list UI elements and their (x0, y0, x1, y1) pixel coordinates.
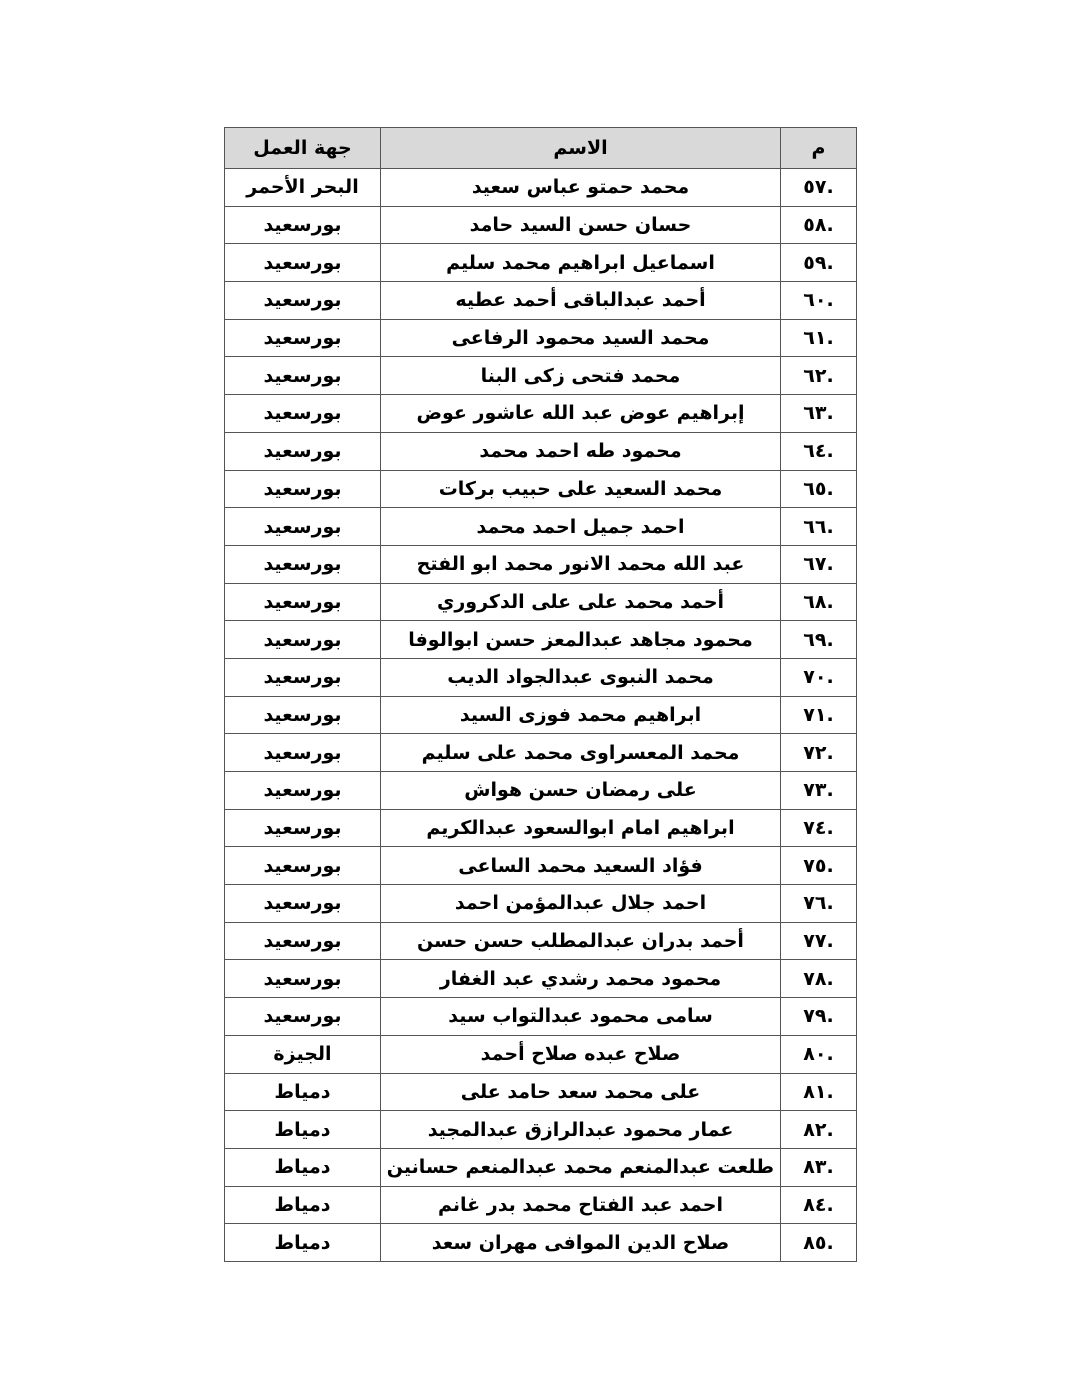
row-workplace: بورسعيد (225, 395, 381, 433)
row-workplace: البحر الأحمر (225, 169, 381, 207)
row-name: محمد المعسراوى محمد على سليم (381, 734, 781, 772)
row-workplace: بورسعيد (225, 319, 381, 357)
row-name: إبراهيم عوض عبد الله عاشور عوض (381, 395, 781, 433)
row-workplace: بورسعيد (225, 998, 381, 1036)
table-row (225, 470, 857, 508)
row-number: .٧٥ (781, 847, 857, 885)
table-row (225, 696, 857, 734)
row-name: محمد السيد محمود الرفاعى (381, 319, 781, 357)
header-number: م (781, 128, 857, 169)
row-workplace: بورسعيد (225, 809, 381, 847)
row-number: .٧١ (781, 696, 857, 734)
table-row (225, 244, 857, 282)
table-row (225, 357, 857, 395)
row-name: على محمد سعد حامد على (381, 1073, 781, 1111)
row-name: صلاح عبده صلاح أحمد (381, 1035, 781, 1073)
row-workplace: بورسعيد (225, 470, 381, 508)
row-number: .٦٦ (781, 508, 857, 546)
row-number: .٨٠ (781, 1035, 857, 1073)
roster-table (224, 127, 857, 1262)
table-row (225, 998, 857, 1036)
table-row (225, 1111, 857, 1149)
table-row (225, 206, 857, 244)
row-workplace: بورسعيد (225, 282, 381, 320)
row-number: .٦٧ (781, 545, 857, 583)
row-name: ابراهيم امام ابوالسعود عبدالكريم (381, 809, 781, 847)
row-name: أحمد عبدالباقى أحمد عطيه (381, 282, 781, 320)
row-name: محمد فتحى زكى البنا (381, 357, 781, 395)
table-row (225, 847, 857, 885)
row-number: .٧٣ (781, 772, 857, 810)
header-row (225, 128, 857, 169)
row-number: .٨٣ (781, 1148, 857, 1186)
table-row (225, 169, 857, 207)
row-name: احمد عبد الفتاح محمد بدر غانم (381, 1186, 781, 1224)
table-row (225, 432, 857, 470)
table-row (225, 621, 857, 659)
row-name: أحمد محمد على على الدكروري (381, 583, 781, 621)
row-name: محمود طه احمد محمد (381, 432, 781, 470)
row-workplace: دمياط (225, 1224, 381, 1262)
row-workplace: بورسعيد (225, 206, 381, 244)
table-row (225, 395, 857, 433)
table-row (225, 508, 857, 546)
row-name: عمار محمود عبدالرازق عبدالمجيد (381, 1111, 781, 1149)
row-workplace: دمياط (225, 1073, 381, 1111)
row-number: .٧٢ (781, 734, 857, 772)
row-name: سامى محمود عبدالتواب سيد (381, 998, 781, 1036)
row-number: .٧٧ (781, 922, 857, 960)
row-number: .٨١ (781, 1073, 857, 1111)
row-workplace: بورسعيد (225, 772, 381, 810)
row-number: .٦٤ (781, 432, 857, 470)
row-number: .٦٢ (781, 357, 857, 395)
row-name: طلعت عبدالمنعم محمد عبدالمنعم حسانين (381, 1148, 781, 1186)
row-name: محمد السعيد على حبيب بركات (381, 470, 781, 508)
row-number: .٦١ (781, 319, 857, 357)
row-workplace: دمياط (225, 1111, 381, 1149)
row-name: على رمضان حسن هواش (381, 772, 781, 810)
row-workplace: بورسعيد (225, 734, 381, 772)
row-workplace: بورسعيد (225, 922, 381, 960)
row-name: عبد الله محمد الانور محمد ابو الفتح (381, 545, 781, 583)
row-workplace: الجيزة (225, 1035, 381, 1073)
row-number: .٥٧ (781, 169, 857, 207)
row-workplace: بورسعيد (225, 960, 381, 998)
row-workplace: دمياط (225, 1186, 381, 1224)
table-row (225, 1148, 857, 1186)
row-name: محمد حمتو عباس سعيد (381, 169, 781, 207)
table-row (225, 960, 857, 998)
row-number: .٦٣ (781, 395, 857, 433)
row-number: .٧٦ (781, 885, 857, 923)
row-name: احمد جلال عبدالمؤمن احمد (381, 885, 781, 923)
row-name: أحمد بدران عبدالمطلب حسن حسن (381, 922, 781, 960)
row-name: فؤاد السعيد محمد الساعى (381, 847, 781, 885)
row-name: اسماعيل ابراهيم محمد سليم (381, 244, 781, 282)
row-workplace: بورسعيد (225, 508, 381, 546)
row-number: .٨٤ (781, 1186, 857, 1224)
table-header (225, 128, 857, 169)
row-workplace: بورسعيد (225, 621, 381, 659)
row-name: محمد النبوى عبدالجواد الديب (381, 658, 781, 696)
table-row (225, 922, 857, 960)
table-body (225, 169, 857, 1262)
row-number: .٨٢ (781, 1111, 857, 1149)
table-row (225, 1035, 857, 1073)
row-name: محمود مجاهد عبدالمعز حسن ابوالوفا (381, 621, 781, 659)
document-page (224, 127, 856, 1262)
row-workplace: بورسعيد (225, 357, 381, 395)
table-row (225, 885, 857, 923)
header-name: الاسم (381, 128, 781, 169)
row-number: .٥٨ (781, 206, 857, 244)
row-workplace: بورسعيد (225, 432, 381, 470)
row-name: صلاح الدين الموافى مهران سعد (381, 1224, 781, 1262)
table-row (225, 319, 857, 357)
row-name: محمود محمد رشدي عبد الغفار (381, 960, 781, 998)
row-number: .٦٥ (781, 470, 857, 508)
row-number: .٨٥ (781, 1224, 857, 1262)
table-row (225, 1186, 857, 1224)
table-row (225, 583, 857, 621)
table-row (225, 1224, 857, 1262)
row-name: احمد جميل احمد محمد (381, 508, 781, 546)
row-workplace: بورسعيد (225, 696, 381, 734)
row-number: .٧٤ (781, 809, 857, 847)
table-row (225, 658, 857, 696)
row-workplace: بورسعيد (225, 545, 381, 583)
table-row (225, 809, 857, 847)
table-row (225, 772, 857, 810)
table-row (225, 545, 857, 583)
row-number: .٧٨ (781, 960, 857, 998)
row-workplace: بورسعيد (225, 583, 381, 621)
row-workplace: بورسعيد (225, 244, 381, 282)
row-name: ابراهيم محمد فوزى السيد (381, 696, 781, 734)
header-workplace: جهة العمل (225, 128, 381, 169)
table-row (225, 734, 857, 772)
row-workplace: بورسعيد (225, 885, 381, 923)
row-name: حسان حسن السيد حامد (381, 206, 781, 244)
row-workplace: دمياط (225, 1148, 381, 1186)
row-number: .٦٠ (781, 282, 857, 320)
row-workplace: بورسعيد (225, 658, 381, 696)
row-number: .٥٩ (781, 244, 857, 282)
row-number: .٧٠ (781, 658, 857, 696)
row-number: .٦٩ (781, 621, 857, 659)
row-workplace: بورسعيد (225, 847, 381, 885)
table-row (225, 1073, 857, 1111)
row-number: .٧٩ (781, 998, 857, 1036)
row-number: .٦٨ (781, 583, 857, 621)
table-row (225, 282, 857, 320)
